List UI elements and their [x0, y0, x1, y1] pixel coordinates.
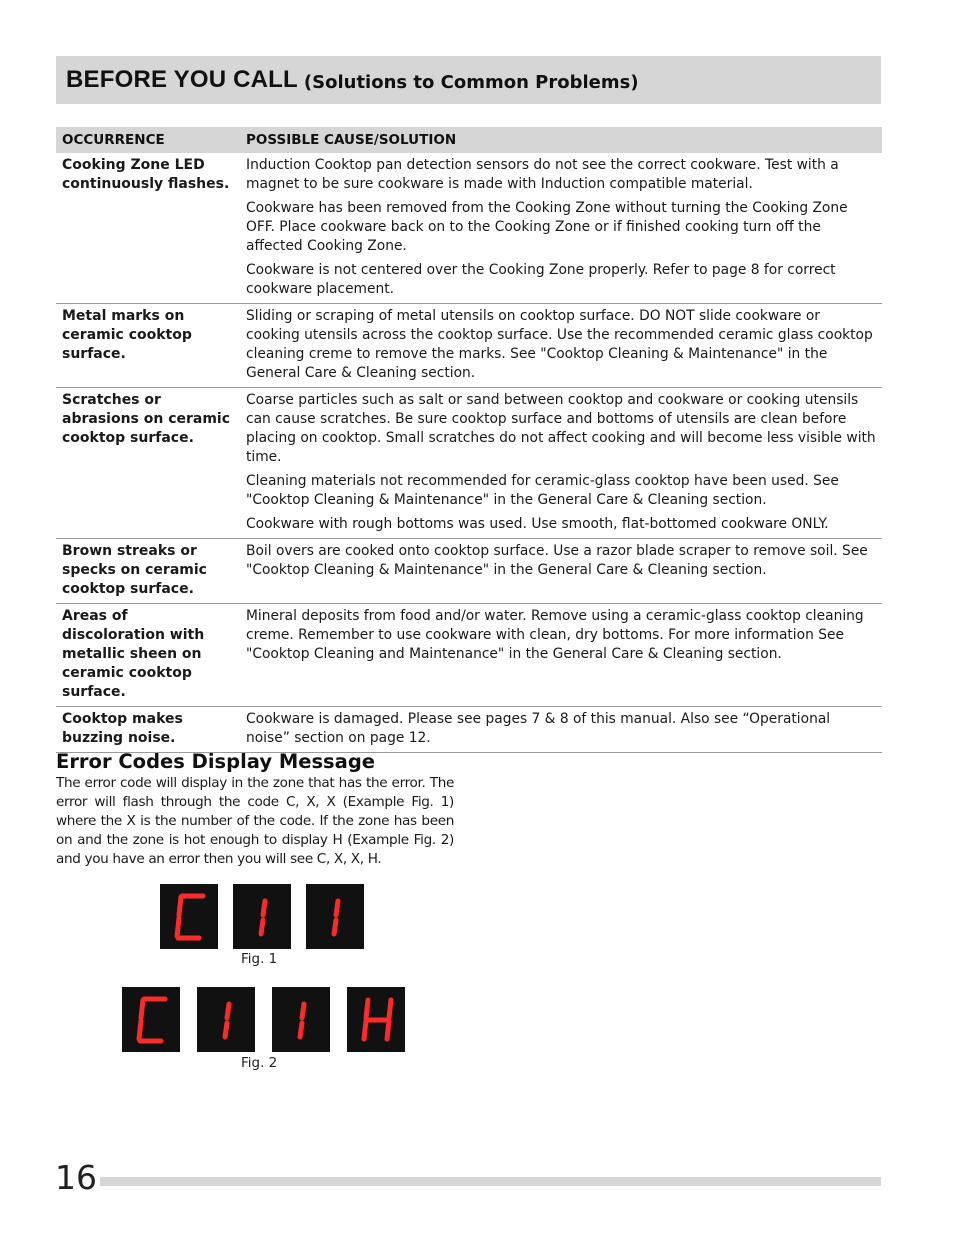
occurrence-cell: Cooktop makes buzzing noise.	[56, 707, 240, 753]
seven-segment-glyph	[272, 987, 330, 1052]
table-row	[56, 707, 882, 753]
display-digit	[306, 884, 364, 949]
segment-b	[302, 1004, 304, 1018]
seven-segment-glyph	[122, 987, 180, 1052]
occurrence-cell: Brown streaks or specks on ceramic cooktop surface.	[56, 539, 240, 604]
solution-paragraph: Cookware has been removed from the Cooking Zone without turning the Cooking Zone OFF. Place cookware back on to the Cooking Zone or if finished cooking turn off the affected Cooking Zone.	[246, 200, 848, 254]
solution-paragraph: Mineral deposits from food and/or water. Remove using a ceramic-glass cooktop cleaning creme. Remember to use cookware with clean, dry bottoms. For more information See "Cooktop Cleaning and Maintenance" in the General Care & Cleaning section.	[246, 608, 864, 662]
segment-e	[139, 1021, 141, 1039]
solution-paragraph: Cookware is not centered over the Cooking Zone properly. Refer to page 8 for correct cookware placement.	[246, 262, 836, 297]
solution-paragraph: Sliding or scraping of metal utensils on cooktop surface. DO NOT slide cookware or cooking utensils across the cooktop surface. Use the recommended ceramic glass cooktop cleaning creme to remove the marks. See "Cooktop Cleaning & Maintenance" in the General Care & Cleaning section.	[246, 308, 873, 381]
segment-f	[366, 1000, 368, 1018]
display-digit	[160, 884, 218, 949]
page-subtitle: (Solutions to Common Problems)	[303, 71, 639, 93]
segment-b	[227, 1004, 229, 1018]
occurrence-cell: Scratches or abrasions on ceramic cooktop surface.	[56, 388, 240, 539]
display-digit	[233, 884, 291, 949]
segment-f	[179, 897, 181, 915]
segment-c	[225, 1023, 227, 1037]
page-header	[56, 56, 881, 104]
solution-paragraph: Induction Cooktop pan detection sensors do not see the correct cookware. Test with a magnet to be sure cookware is made with Induction compatible material.	[246, 157, 839, 192]
segment-b	[263, 901, 265, 915]
solution-paragraph: Coarse particles such as salt or sand between cooktop and cookware or cooking utensils can cause scratches. Be sure cooktop surface and bottoms of utensils are clean before placing on cooktop. Small scratches do not affect cooking and will become less visible with time.	[246, 392, 876, 465]
table-row	[56, 604, 882, 707]
seven-segment-glyph	[306, 884, 364, 949]
seven-segment-glyph	[160, 884, 218, 949]
display-digit	[272, 987, 330, 1052]
error-codes-heading: Error Codes Display Message	[56, 750, 376, 773]
display-digit	[122, 987, 180, 1052]
segment-c	[387, 1021, 389, 1039]
solution-paragraph: Cleaning materials not recommended for ceramic-glass cooktop have been used. See "Cooktop Cleaning & Maintenance" in the General Care & Cleaning section.	[246, 473, 839, 508]
page-number: 16	[55, 1158, 97, 1197]
solution-cell	[240, 388, 882, 539]
seven-segment-glyph	[233, 884, 291, 949]
occurrence-cell: Metal marks on ceramic cooktop surface.	[56, 304, 240, 388]
column-header-occurrence: OCCURRENCE	[56, 127, 240, 153]
solution-cell	[240, 153, 882, 304]
segment-e	[177, 918, 179, 936]
occurrence-cell: Areas of discoloration with metallic sheen on ceramic cooktop surface.	[56, 604, 240, 707]
seven-segment-glyph	[197, 987, 255, 1052]
solution-cell	[240, 304, 882, 388]
table-row	[56, 539, 882, 604]
solution-cell	[240, 604, 882, 707]
display-digit	[197, 987, 255, 1052]
segment-c	[261, 920, 263, 934]
figure-1-caption: Fig. 1	[241, 951, 278, 967]
troubleshooting-table	[56, 127, 882, 753]
seven-segment-glyph	[347, 987, 405, 1052]
solution-paragraph: Cookware is damaged. Please see pages 7 & 8 of this manual. Also see “Operational noise” section on page 12.	[246, 711, 831, 746]
footer-rule	[100, 1177, 881, 1186]
solution-paragraph: Boil overs are cooked onto cooktop surface. Use a razor blade scraper to remove soil. See "Cooktop Cleaning & Maintenance" in the General Care & Cleaning section.	[246, 543, 868, 578]
page-title: BEFORE YOU CALL	[66, 66, 298, 93]
segment-c	[334, 920, 336, 934]
table-header-row	[56, 127, 882, 153]
segment-e	[364, 1021, 366, 1039]
occurrence-cell: Cooking Zone LED continuously flashes.	[56, 153, 240, 304]
table-row	[56, 388, 882, 539]
error-codes-description: The error code will display in the zone that has the error. The error will flash through the code C, X, X (Example Fig. 1) where the X is the number of the code. If the zone has been on and the zone is hot enough to display H (Example Fig. 2) and you have an error then you will see C, X, X, H.	[56, 775, 454, 867]
solution-cell	[240, 539, 882, 604]
display-digit	[347, 987, 405, 1052]
table-row	[56, 153, 882, 304]
segment-b	[336, 901, 338, 915]
segment-b	[389, 1000, 391, 1018]
table-row	[56, 304, 882, 388]
solution-paragraph: Cookware with rough bottoms was used. Use smooth, flat-bottomed cookware ONLY.	[246, 516, 829, 532]
figure-2-caption: Fig. 2	[241, 1055, 278, 1071]
column-header-solution: POSSIBLE CAUSE/SOLUTION	[240, 127, 882, 153]
solution-cell	[240, 707, 882, 753]
segment-f	[141, 1000, 143, 1018]
segment-c	[300, 1023, 302, 1037]
